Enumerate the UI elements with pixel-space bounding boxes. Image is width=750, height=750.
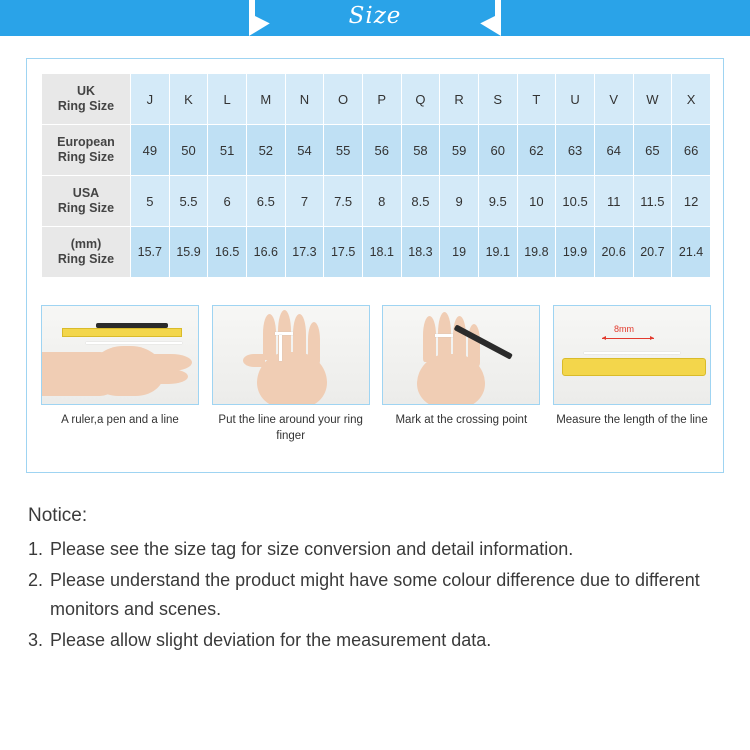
cell-eu-3: 52 — [246, 125, 285, 176]
cell-uk-5: O — [324, 74, 363, 125]
step-3-caption: Mark at the crossing point — [395, 414, 528, 426]
cell-uk-12: V — [594, 74, 633, 125]
cell-eu-12: 64 — [594, 125, 633, 176]
cell-eu-4: 54 — [285, 125, 324, 176]
notice-item-3 — [28, 626, 728, 655]
step-2 — [212, 305, 370, 444]
cell-mm-13: 20.7 — [633, 227, 672, 278]
finger-shape — [423, 316, 436, 362]
cell-usa-10: 10 — [517, 176, 556, 227]
notice-item-1-text: Please see the size tag for size conversion and detail information. — [50, 539, 574, 559]
cell-eu-7: 58 — [401, 125, 440, 176]
row-header-uk-line2: Ring Size — [57, 99, 115, 113]
cell-mm-9: 19.1 — [478, 227, 517, 278]
line-around-finger — [275, 332, 293, 335]
table-row-mm — [42, 227, 711, 278]
notice-item-2-number: 2. — [28, 570, 44, 590]
cell-uk-7: Q — [401, 74, 440, 125]
step-2-photo — [212, 305, 370, 405]
cell-uk-13: W — [633, 74, 672, 125]
step-3-photo — [382, 305, 540, 405]
measure-arrow — [602, 338, 654, 339]
step-3 — [382, 305, 540, 444]
row-header-mm — [42, 227, 131, 278]
cell-uk-0: J — [131, 74, 170, 125]
cell-mm-8: 19 — [440, 227, 479, 278]
page-banner — [0, 0, 750, 36]
line-around-finger — [435, 334, 453, 337]
table-row-european — [42, 125, 711, 176]
cell-usa-4: 7 — [285, 176, 324, 227]
step-1-photo — [41, 305, 199, 405]
cell-eu-9: 60 — [478, 125, 517, 176]
step-1 — [41, 305, 199, 444]
cell-uk-11: U — [556, 74, 595, 125]
size-chart-card — [26, 58, 724, 473]
line-tail — [279, 335, 282, 361]
row-header-usa — [42, 176, 131, 227]
row-header-mm-line1: (mm) — [70, 237, 102, 251]
row-header-usa-line1: USA — [72, 186, 100, 200]
notice-item-3-number: 3. — [28, 630, 44, 650]
cell-eu-8: 59 — [440, 125, 479, 176]
tape-measure-shape — [562, 358, 706, 376]
cell-usa-0: 5 — [131, 176, 170, 227]
row-header-uk — [42, 74, 131, 125]
cell-mm-11: 19.9 — [556, 227, 595, 278]
notice-item-1-number: 1. — [28, 539, 44, 559]
cell-mm-2: 16.5 — [208, 227, 247, 278]
cell-mm-4: 17.3 — [285, 227, 324, 278]
cell-uk-1: K — [169, 74, 208, 125]
cell-mm-3: 16.6 — [246, 227, 285, 278]
pen-shape — [96, 323, 168, 328]
cell-usa-7: 8.5 — [401, 176, 440, 227]
cell-usa-3: 6.5 — [246, 176, 285, 227]
cell-uk-3: M — [246, 74, 285, 125]
cell-uk-4: N — [285, 74, 324, 125]
cell-usa-12: 11 — [594, 176, 633, 227]
measure-label: 8mm — [613, 324, 634, 334]
notice-item-1 — [28, 535, 728, 564]
cell-mm-14: 21.4 — [672, 227, 711, 278]
ring-size-table — [41, 73, 711, 278]
cell-mm-7: 18.3 — [401, 227, 440, 278]
cell-eu-1: 50 — [169, 125, 208, 176]
step-4-caption: Measure the length of the line — [556, 414, 708, 426]
notice-list — [28, 535, 728, 655]
cell-eu-14: 66 — [672, 125, 711, 176]
finger-shape — [293, 314, 306, 362]
cell-usa-8: 9 — [440, 176, 479, 227]
cell-mm-5: 17.5 — [324, 227, 363, 278]
cell-eu-6: 56 — [362, 125, 401, 176]
cell-usa-5: 7.5 — [324, 176, 363, 227]
cell-usa-13: 11.5 — [633, 176, 672, 227]
row-header-european — [42, 125, 131, 176]
cell-uk-14: X — [672, 74, 711, 125]
cell-eu-11: 63 — [556, 125, 595, 176]
finger-shape — [308, 322, 320, 364]
finger-shape — [150, 369, 188, 384]
cell-eu-10: 62 — [517, 125, 556, 176]
table-row-uk — [42, 74, 711, 125]
cell-usa-1: 5.5 — [169, 176, 208, 227]
row-header-european-line1: European — [57, 135, 115, 149]
row-header-european-line2: Ring Size — [57, 150, 115, 164]
cell-usa-9: 9.5 — [478, 176, 517, 227]
line-shape — [584, 352, 680, 354]
cell-eu-5: 55 — [324, 125, 363, 176]
cell-uk-9: S — [478, 74, 517, 125]
notice-item-2-text: Please understand the product might have some colour difference due to different monitors and scenes. — [50, 570, 700, 619]
notice-section — [28, 505, 728, 657]
photo-background — [554, 306, 710, 404]
cell-uk-10: T — [517, 74, 556, 125]
cell-uk-2: L — [208, 74, 247, 125]
finger-shape — [453, 316, 466, 364]
measure-steps — [41, 305, 711, 444]
step-1-caption: A ruler,a pen and a line — [61, 414, 179, 426]
cell-mm-10: 19.8 — [517, 227, 556, 278]
cell-uk-8: R — [440, 74, 479, 125]
row-header-usa-line2: Ring Size — [57, 201, 115, 215]
row-header-uk-line1: UK — [76, 84, 96, 98]
notice-title: Notice: — [28, 505, 88, 526]
finger-shape — [438, 312, 451, 362]
notice-item-2 — [28, 566, 728, 624]
cell-mm-1: 15.9 — [169, 227, 208, 278]
row-header-mm-line2: Ring Size — [57, 252, 115, 266]
cell-usa-6: 8 — [362, 176, 401, 227]
cell-eu-0: 49 — [131, 125, 170, 176]
cell-usa-11: 10.5 — [556, 176, 595, 227]
line-shape — [86, 342, 182, 344]
cell-mm-6: 18.1 — [362, 227, 401, 278]
ruler-shape — [62, 328, 182, 337]
cell-usa-2: 6 — [208, 176, 247, 227]
step-4 — [553, 305, 711, 444]
table-row-usa — [42, 176, 711, 227]
cell-eu-13: 65 — [633, 125, 672, 176]
notice-item-3-text: Please allow slight deviation for the measurement data. — [50, 630, 492, 650]
cell-mm-0: 15.7 — [131, 227, 170, 278]
step-4-photo — [553, 305, 711, 405]
cell-uk-6: P — [362, 74, 401, 125]
cell-usa-14: 12 — [672, 176, 711, 227]
cell-eu-2: 51 — [208, 125, 247, 176]
finger-shape — [243, 354, 265, 367]
page-title: Size — [348, 3, 402, 29]
cell-mm-12: 20.6 — [594, 227, 633, 278]
step-2-caption: Put the line around your ring finger — [218, 414, 363, 442]
finger-shape — [468, 324, 480, 366]
